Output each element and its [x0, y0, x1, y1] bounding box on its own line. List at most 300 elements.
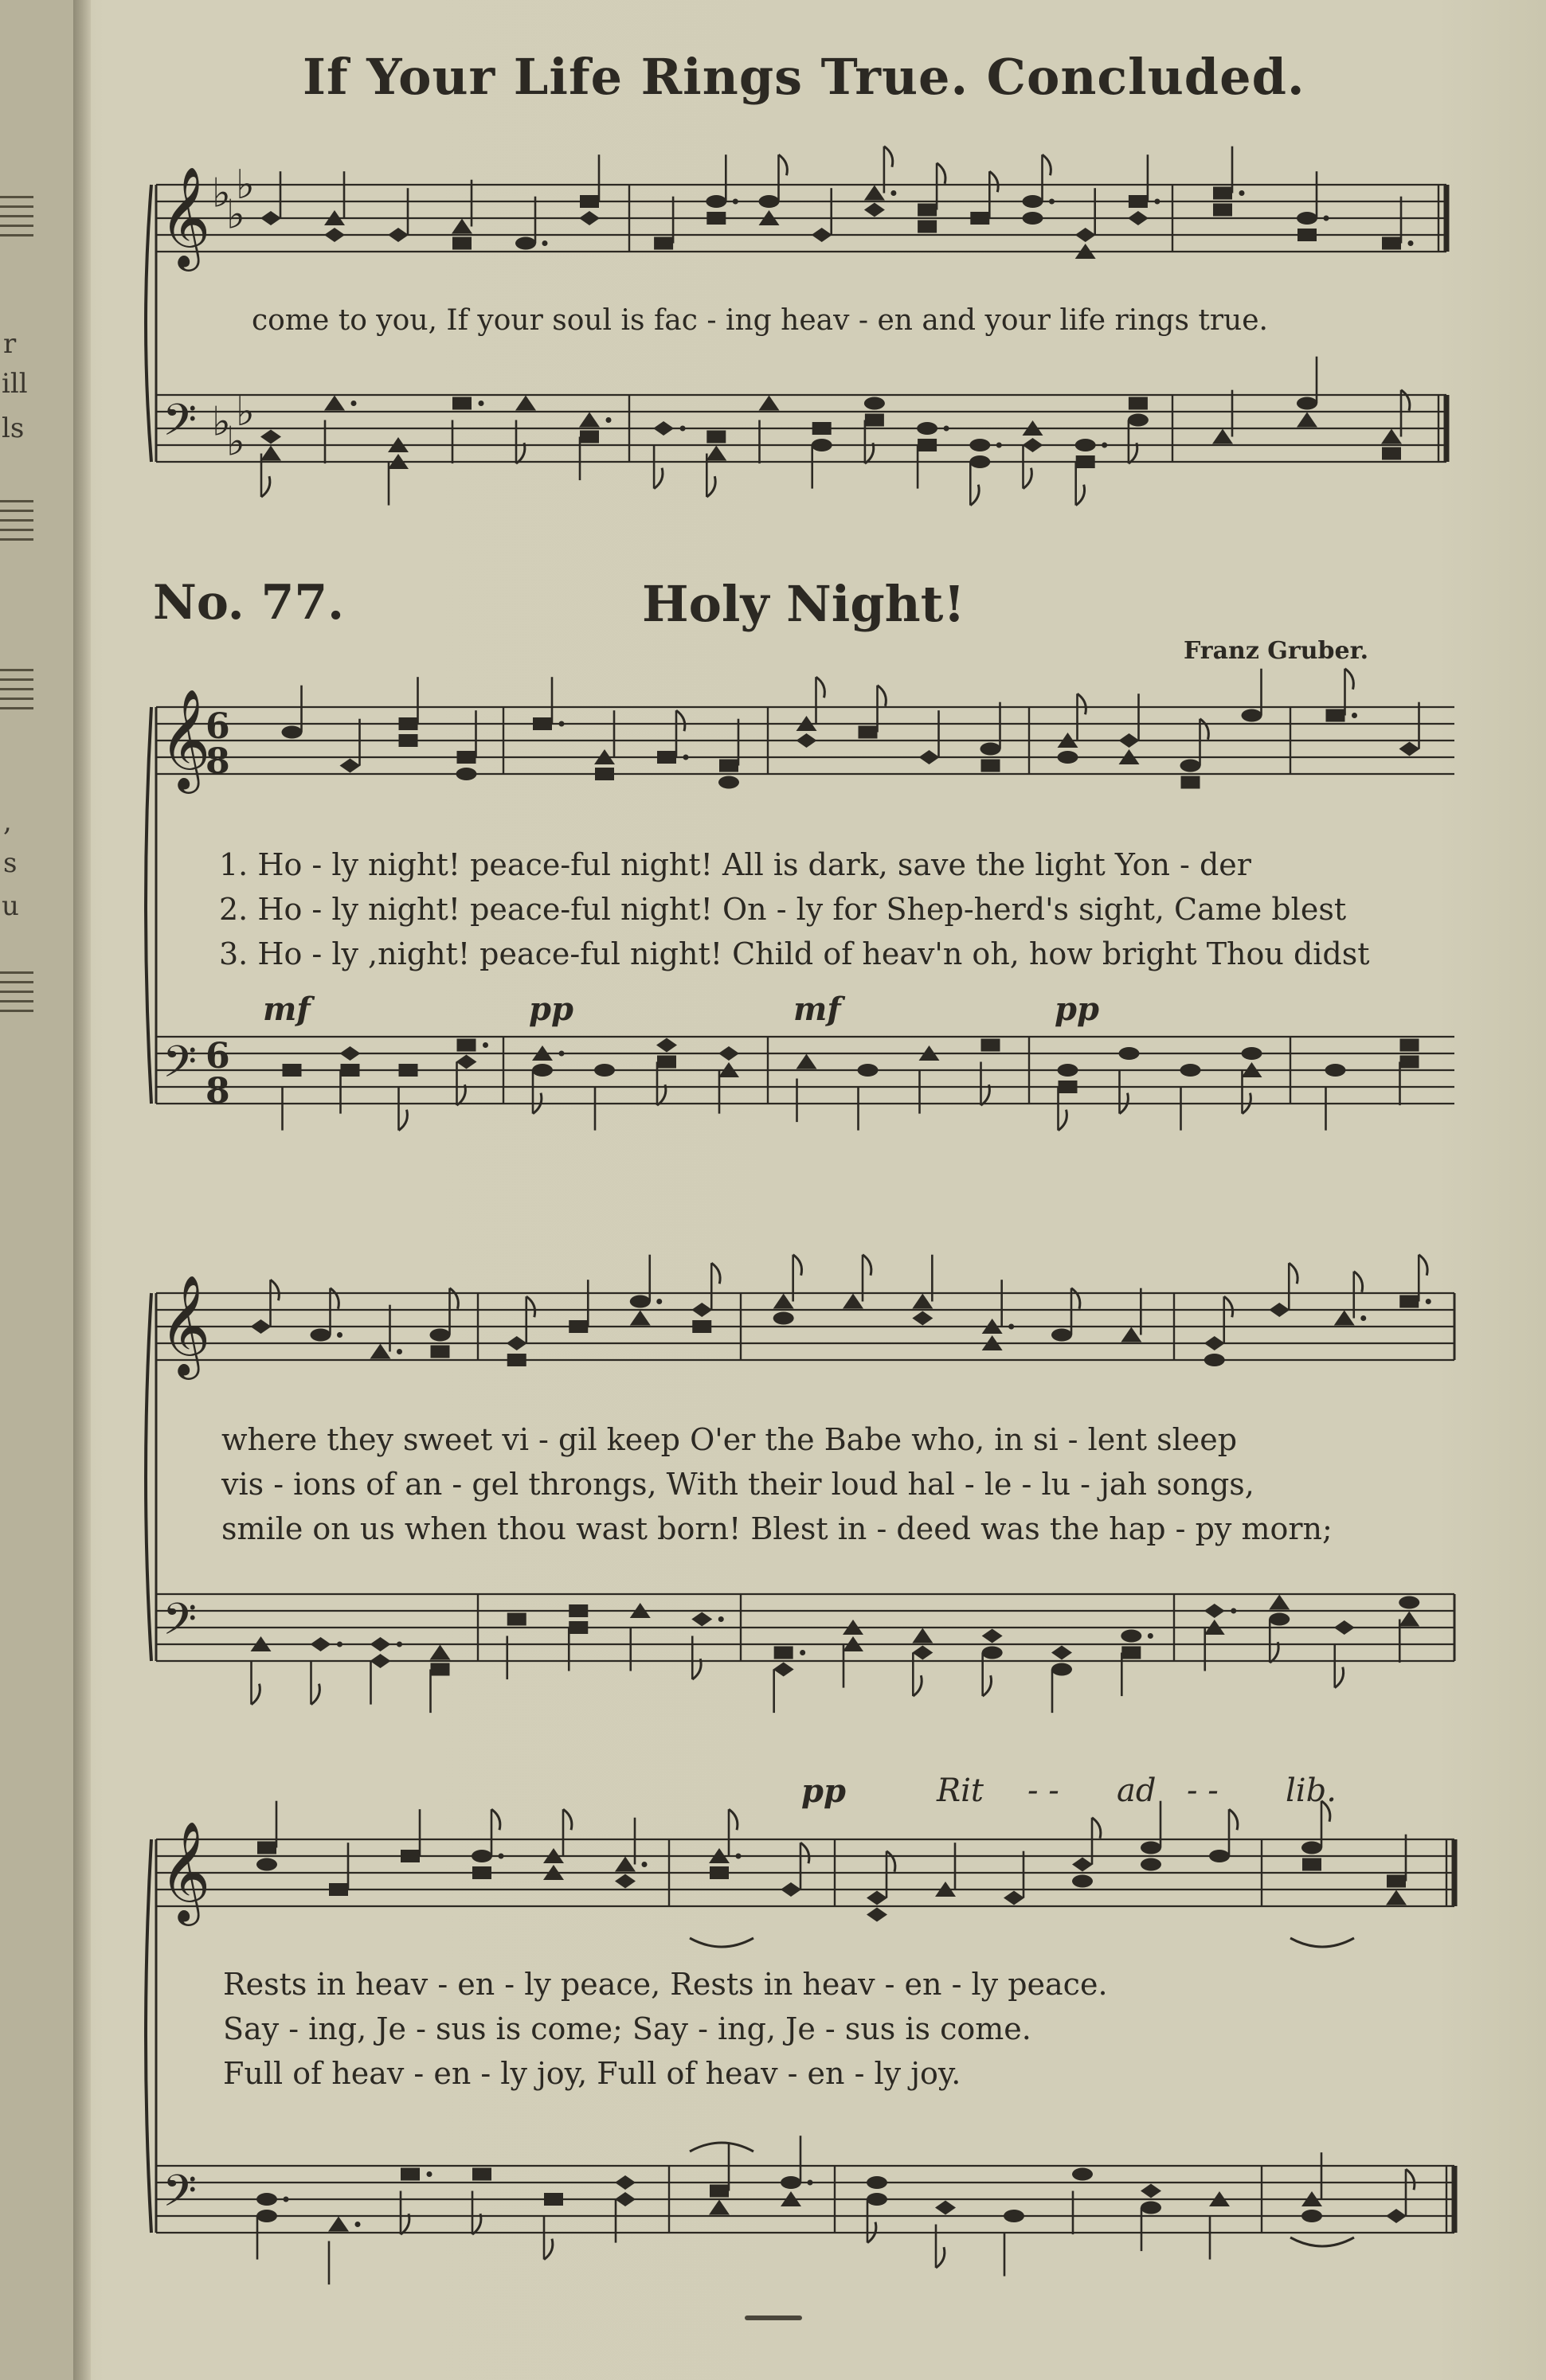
- note-head: [515, 396, 536, 411]
- note-head: [579, 412, 600, 428]
- note-head: [867, 2193, 887, 2206]
- note-head: [657, 751, 676, 764]
- note-head: [718, 1046, 739, 1061]
- note-head: [656, 1038, 677, 1053]
- note-head: [843, 1294, 863, 1309]
- note-flag: [1200, 719, 1209, 740]
- note-head: [865, 414, 884, 427]
- flat-sign: ♭: [212, 169, 231, 217]
- note-flag: [970, 485, 979, 506]
- augmentation-dot: [656, 1299, 662, 1304]
- verse-1-lyrics-line-1: 1. Ho - ly night! peace-ful night! All is dark, save the light Yon - der: [219, 847, 1251, 882]
- note-head: [982, 1647, 1003, 1659]
- treble-clef: 𝄞: [159, 166, 211, 268]
- note-flag: [1419, 1255, 1427, 1276]
- verse-2-lyrics-line-3: Say - ing, Je - sus is come; Say - ing, Je - sus is come.: [223, 2011, 1031, 2046]
- note-head: [472, 2168, 491, 2181]
- note-head: [615, 1857, 636, 1872]
- note-head: [457, 1039, 476, 1052]
- note-head: [1297, 229, 1317, 241]
- note-head: [324, 228, 345, 242]
- note-head: [812, 439, 832, 451]
- note-head: [918, 221, 937, 233]
- note-head: [594, 1064, 615, 1077]
- note-head: [1269, 1595, 1290, 1610]
- note-head: [1141, 2202, 1161, 2214]
- note-head: [781, 1882, 801, 1897]
- note-head: [918, 439, 937, 451]
- tempo-marking-rit: Rit: [937, 1772, 984, 1809]
- augmentation-dot: [337, 1332, 342, 1338]
- margin-fragment: r: [3, 328, 17, 360]
- bass-clef: 𝄢: [162, 393, 198, 456]
- note-flag: [863, 1255, 871, 1276]
- note-head: [1141, 1842, 1161, 1854]
- augmentation-dot: [559, 721, 565, 727]
- note-head: [1209, 1850, 1230, 1862]
- note-head: [796, 733, 817, 748]
- augmentation-dot: [427, 2171, 432, 2177]
- tempo-dashes: - -: [1187, 1772, 1219, 1809]
- note-flag: [816, 677, 825, 698]
- note-head: [1119, 1047, 1140, 1060]
- note-head: [341, 1064, 360, 1077]
- note-head: [1213, 204, 1232, 217]
- augmentation-dot: [606, 417, 612, 423]
- note-head: [452, 219, 472, 234]
- note-head: [969, 455, 990, 468]
- note-head: [1386, 1890, 1407, 1905]
- note-head: [812, 422, 832, 435]
- note-head: [935, 2201, 956, 2215]
- note-head: [260, 430, 281, 444]
- note-flag: [526, 1296, 535, 1317]
- note-head: [718, 776, 739, 789]
- note-head: [1326, 709, 1345, 722]
- note-head: [1180, 760, 1201, 772]
- note-flag: [1076, 485, 1085, 506]
- note-head: [430, 1329, 451, 1342]
- note-flag: [884, 147, 893, 167]
- note-head: [1075, 228, 1096, 242]
- note-head: [430, 1645, 451, 1660]
- note-head: [472, 1866, 491, 1879]
- note-head: [1023, 195, 1043, 208]
- note-head: [1129, 397, 1148, 410]
- note-head: [431, 1346, 450, 1358]
- augmentation-dot: [642, 1862, 648, 1867]
- note-head: [1334, 1311, 1355, 1326]
- tempo-marking-lib: lib.: [1286, 1772, 1337, 1809]
- note-head: [1051, 1663, 1072, 1676]
- flat-sign: ♭: [226, 190, 245, 238]
- note-head: [1325, 1064, 1346, 1077]
- note-head: [472, 1850, 492, 1862]
- note-flag: [1406, 2169, 1415, 2190]
- verse-1-lyrics-line-3: Rests in heav - en - ly peace, Rests in heav - en - ly peace.: [223, 1967, 1108, 2002]
- note-head: [774, 1647, 793, 1659]
- note-head: [311, 1329, 331, 1342]
- augmentation-dot: [542, 240, 548, 246]
- note-head: [1004, 2210, 1024, 2222]
- note-flag: [989, 171, 998, 192]
- note-flag: [450, 1288, 459, 1309]
- augmentation-dot: [1360, 1315, 1366, 1321]
- note-head: [710, 2185, 729, 2198]
- note-flag: [800, 1843, 809, 1863]
- note-head: [329, 1883, 348, 1896]
- note-head: [653, 421, 674, 436]
- note-head: [452, 397, 472, 410]
- note-flag: [706, 476, 715, 497]
- note-flag: [793, 1255, 802, 1276]
- note-head: [399, 734, 418, 747]
- note-head: [533, 717, 552, 730]
- augmentation-dot: [1324, 216, 1329, 221]
- note-head: [1051, 1646, 1072, 1660]
- note-head: [1072, 1875, 1093, 1888]
- note-flag: [887, 1851, 895, 1872]
- dynamic-marking: pp: [529, 991, 573, 1028]
- note-head: [1399, 1612, 1419, 1627]
- note-head: [657, 1056, 676, 1069]
- note-head: [1297, 212, 1317, 225]
- note-head: [1301, 2210, 1322, 2222]
- note-head: [759, 396, 780, 411]
- note-head: [256, 2210, 277, 2222]
- note-head: [719, 760, 738, 772]
- note-head: [1004, 1891, 1024, 1905]
- note-head: [980, 743, 1001, 756]
- augmentation-dot: [718, 1616, 724, 1622]
- note-head: [615, 2175, 636, 2190]
- note-head: [692, 1320, 711, 1333]
- note-head: [917, 422, 937, 435]
- note-head: [706, 212, 726, 225]
- note-flag: [399, 1110, 408, 1131]
- note-head: [970, 212, 989, 225]
- verse-3-lyrics-line-1: 3. Ho - ly ,night! peace-ful night! Child of heav'n oh, how bright Thou didst: [219, 936, 1370, 971]
- note-flag: [311, 1684, 320, 1705]
- note-head: [1204, 1604, 1225, 1618]
- note-head: [1072, 2168, 1093, 2181]
- system-brace: [146, 1839, 151, 2233]
- augmentation-dot: [337, 1642, 342, 1647]
- note-head: [256, 2193, 277, 2206]
- note-flag: [1043, 154, 1051, 175]
- verse-3-lyrics-line-3: Full of heav - en - ly joy, Full of heav - en - ly joy.: [223, 2056, 961, 2091]
- note-head: [370, 1637, 391, 1651]
- note-head: [1399, 1596, 1419, 1609]
- note-head: [370, 1344, 391, 1359]
- tempo-dashes: - -: [1027, 1772, 1059, 1809]
- dynamic-marking: mf: [793, 991, 841, 1028]
- augmentation-dot: [808, 2180, 813, 2186]
- note-flag: [271, 1280, 280, 1300]
- note-head: [867, 2176, 887, 2189]
- note-flag: [1224, 1296, 1233, 1317]
- treble-clef: 𝄞: [159, 1820, 211, 1922]
- note-head: [1400, 1056, 1419, 1069]
- composer-credit: Franz Gruber.: [1184, 637, 1369, 665]
- note-head: [1382, 447, 1401, 460]
- bass-clef: 𝄢: [162, 1593, 198, 1655]
- note-head: [1075, 439, 1096, 451]
- note-head: [1128, 414, 1149, 427]
- note-head: [370, 1654, 391, 1668]
- page-mark: [745, 2316, 802, 2320]
- verse-2-lyrics-line-2: vis - ions of an - gel throngs, With their loud hal - le - lu - jah songs,: [221, 1467, 1254, 1502]
- bass-clef: 𝄢: [162, 1035, 198, 1098]
- augmentation-dot: [1352, 713, 1357, 718]
- tie: [690, 1938, 753, 1947]
- note-head: [859, 726, 878, 739]
- note-head: [507, 1354, 526, 1366]
- note-flag: [1335, 1667, 1344, 1688]
- note-flag: [331, 1288, 339, 1309]
- note-head: [1297, 397, 1317, 410]
- note-flag: [983, 1675, 992, 1696]
- augmentation-dot: [1426, 1299, 1431, 1304]
- note-flag: [913, 1675, 922, 1696]
- dynamic-marking: mf: [263, 991, 311, 1028]
- note-head: [507, 1613, 526, 1626]
- note-head: [399, 717, 418, 730]
- verse-2-lyrics-line-1: 2. Ho - ly night! peace-ful night! On - ly for Shep-herd's sight, Came blest: [219, 892, 1347, 927]
- note-head: [1180, 1064, 1201, 1077]
- augmentation-dot: [1154, 199, 1160, 205]
- augmentation-dot: [680, 426, 686, 432]
- note-head: [260, 211, 281, 225]
- note-head: [858, 1064, 879, 1077]
- note-head: [615, 2192, 636, 2206]
- note-head: [515, 237, 536, 250]
- tie: [1290, 1938, 1354, 1947]
- augmentation-dot: [499, 1854, 504, 1859]
- note-head: [709, 2200, 730, 2215]
- note-head: [1387, 1875, 1406, 1888]
- note-head: [388, 228, 409, 242]
- note-head: [1269, 1303, 1290, 1317]
- note-head: [431, 1663, 450, 1676]
- note-head: [1204, 1354, 1225, 1366]
- note-flag: [1023, 468, 1032, 489]
- note-head: [340, 1046, 361, 1061]
- augmentation-dot: [351, 401, 357, 406]
- margin-fragment: ill: [2, 368, 28, 400]
- note-head: [706, 431, 726, 444]
- note-head: [773, 1294, 794, 1309]
- note-head: [251, 1319, 272, 1334]
- note-head: [580, 431, 599, 444]
- system-brace: [146, 185, 151, 462]
- note-head: [456, 768, 477, 780]
- note-head: [919, 750, 940, 764]
- augmentation-dot: [1408, 240, 1414, 246]
- time-signature: 8: [205, 741, 230, 782]
- note-head: [912, 1294, 933, 1309]
- note-head: [1128, 211, 1149, 225]
- note-head: [1302, 1858, 1321, 1871]
- note-head: [1382, 237, 1401, 250]
- augmentation-dot: [397, 1349, 402, 1354]
- note-head: [1213, 187, 1232, 200]
- note-head: [969, 439, 990, 451]
- dynamic-marking: pp: [801, 1772, 846, 1810]
- note-head: [1121, 1647, 1141, 1659]
- augmentation-dot: [800, 1650, 805, 1655]
- note-head: [773, 1312, 794, 1325]
- verse-3-lyrics-line-2: smile on us when thou wast born! Blest in - deed was the hap - py morn;: [221, 1511, 1333, 1546]
- augmentation-dot: [890, 190, 896, 196]
- note-head: [691, 1303, 712, 1317]
- note-flag: [676, 710, 685, 731]
- augmentation-dot: [483, 1042, 488, 1048]
- augmentation-dot: [683, 755, 689, 760]
- note-flag: [1229, 1809, 1238, 1830]
- margin-fragment: ,: [3, 806, 12, 838]
- augmentation-dot: [1148, 1633, 1153, 1639]
- augmentation-dot: [1049, 199, 1055, 205]
- note-head: [812, 228, 832, 242]
- note-head: [452, 237, 472, 250]
- note-head: [654, 237, 673, 250]
- note-head: [706, 446, 726, 461]
- tie: [690, 2143, 753, 2151]
- note-head: [1141, 2184, 1161, 2198]
- note-head: [595, 768, 614, 780]
- note-flag: [1071, 1288, 1080, 1309]
- note-head: [864, 397, 885, 410]
- note-head: [340, 759, 361, 773]
- note-head: [282, 726, 303, 739]
- tempo-marking-ad: ad: [1117, 1772, 1157, 1809]
- note-head: [1242, 1047, 1262, 1060]
- note-head: [283, 1064, 302, 1077]
- augmentation-dot: [996, 443, 1002, 448]
- treble-clef: 𝄞: [159, 688, 211, 790]
- augmentation-dot: [736, 1854, 742, 1859]
- note-head: [311, 1637, 331, 1651]
- note-head: [1212, 429, 1233, 444]
- time-signature: 8: [205, 1070, 230, 1112]
- note-head: [1204, 1336, 1225, 1350]
- note-head: [1121, 1630, 1141, 1643]
- note-flag: [654, 468, 663, 489]
- note-flag: [1354, 1272, 1363, 1292]
- hymn-number: No. 77.: [153, 575, 344, 631]
- note-head: [1399, 1296, 1419, 1308]
- note-head: [1023, 212, 1043, 225]
- note-head: [981, 1039, 1000, 1052]
- note-flag: [1345, 669, 1354, 690]
- note-head: [864, 203, 885, 217]
- note-head: [615, 1874, 636, 1889]
- note-flag: [729, 1809, 738, 1830]
- note-head: [569, 1320, 588, 1333]
- note-head: [1381, 429, 1402, 444]
- augmentation-dot: [733, 199, 738, 205]
- note-flag: [937, 163, 945, 184]
- note-head: [691, 1612, 712, 1627]
- note-flag: [1289, 1263, 1297, 1284]
- note-head: [912, 1628, 933, 1643]
- margin-fragment: ls: [2, 412, 25, 444]
- flat-sign: ♭: [212, 397, 231, 445]
- augmentation-dot: [397, 1642, 402, 1647]
- note-head: [982, 1629, 1003, 1643]
- note-head: [256, 1858, 277, 1871]
- note-flag: [491, 1809, 500, 1830]
- note-head: [759, 195, 780, 208]
- note-head: [918, 204, 937, 217]
- note-head: [1269, 1613, 1290, 1626]
- note-head: [1141, 1858, 1161, 1871]
- continuation-lyrics: come to you, If your soul is fac - ing heav - en and your life rings true.: [252, 304, 1268, 337]
- note-head: [1121, 1327, 1141, 1342]
- augmentation-dot: [944, 426, 949, 432]
- note-head: [579, 211, 600, 225]
- augmentation-dot: [559, 1051, 565, 1057]
- note-head: [507, 1336, 527, 1350]
- note-head: [1129, 195, 1148, 208]
- time-signature: 6: [205, 705, 230, 747]
- note-head: [1242, 709, 1262, 722]
- note-flag: [1092, 1818, 1101, 1839]
- augmentation-dot: [1102, 443, 1107, 448]
- note-head: [544, 2193, 563, 2206]
- note-head: [1399, 742, 1420, 756]
- note-head: [1059, 1081, 1078, 1093]
- note-head: [569, 1621, 588, 1634]
- system-brace: [146, 1293, 151, 1661]
- continuation-title: If Your Life Rings True. Concluded.: [303, 48, 1305, 106]
- note-head: [1051, 1329, 1072, 1342]
- note-head: [1119, 733, 1140, 748]
- note-flag: [936, 2247, 945, 2268]
- note-flag: [779, 154, 788, 175]
- note-flag: [544, 2239, 553, 2260]
- note-head: [569, 1604, 588, 1617]
- augmentation-dot: [355, 2222, 361, 2227]
- note-head: [1386, 2209, 1407, 2223]
- system-brace: [146, 707, 151, 1104]
- note-head: [1072, 1858, 1093, 1872]
- note-head: [324, 396, 345, 411]
- note-head: [257, 1842, 276, 1854]
- note-head: [981, 760, 1000, 772]
- margin-fragment: s: [3, 847, 18, 879]
- verse-1-lyrics-line-2: where they sweet vi - gil keep O'er the Babe who, in si - lent sleep: [221, 1422, 1238, 1457]
- note-head: [1181, 776, 1200, 789]
- note-head: [630, 1311, 651, 1326]
- note-head: [867, 1908, 887, 1922]
- note-head: [867, 1891, 887, 1905]
- note-flag: [261, 476, 270, 497]
- augmentation-dot: [1239, 190, 1245, 196]
- augmentation-dot: [1231, 1608, 1236, 1614]
- note-head: [580, 195, 599, 208]
- note-flag: [711, 1263, 720, 1284]
- augmentation-dot: [284, 2197, 289, 2202]
- note-flag: [878, 686, 887, 706]
- note-head: [456, 1055, 477, 1069]
- note-head: [1301, 1842, 1322, 1854]
- margin-fragment: u: [2, 890, 19, 922]
- note-flag: [1059, 1110, 1067, 1131]
- augmentation-dot: [479, 401, 484, 406]
- note-head: [401, 1850, 420, 1862]
